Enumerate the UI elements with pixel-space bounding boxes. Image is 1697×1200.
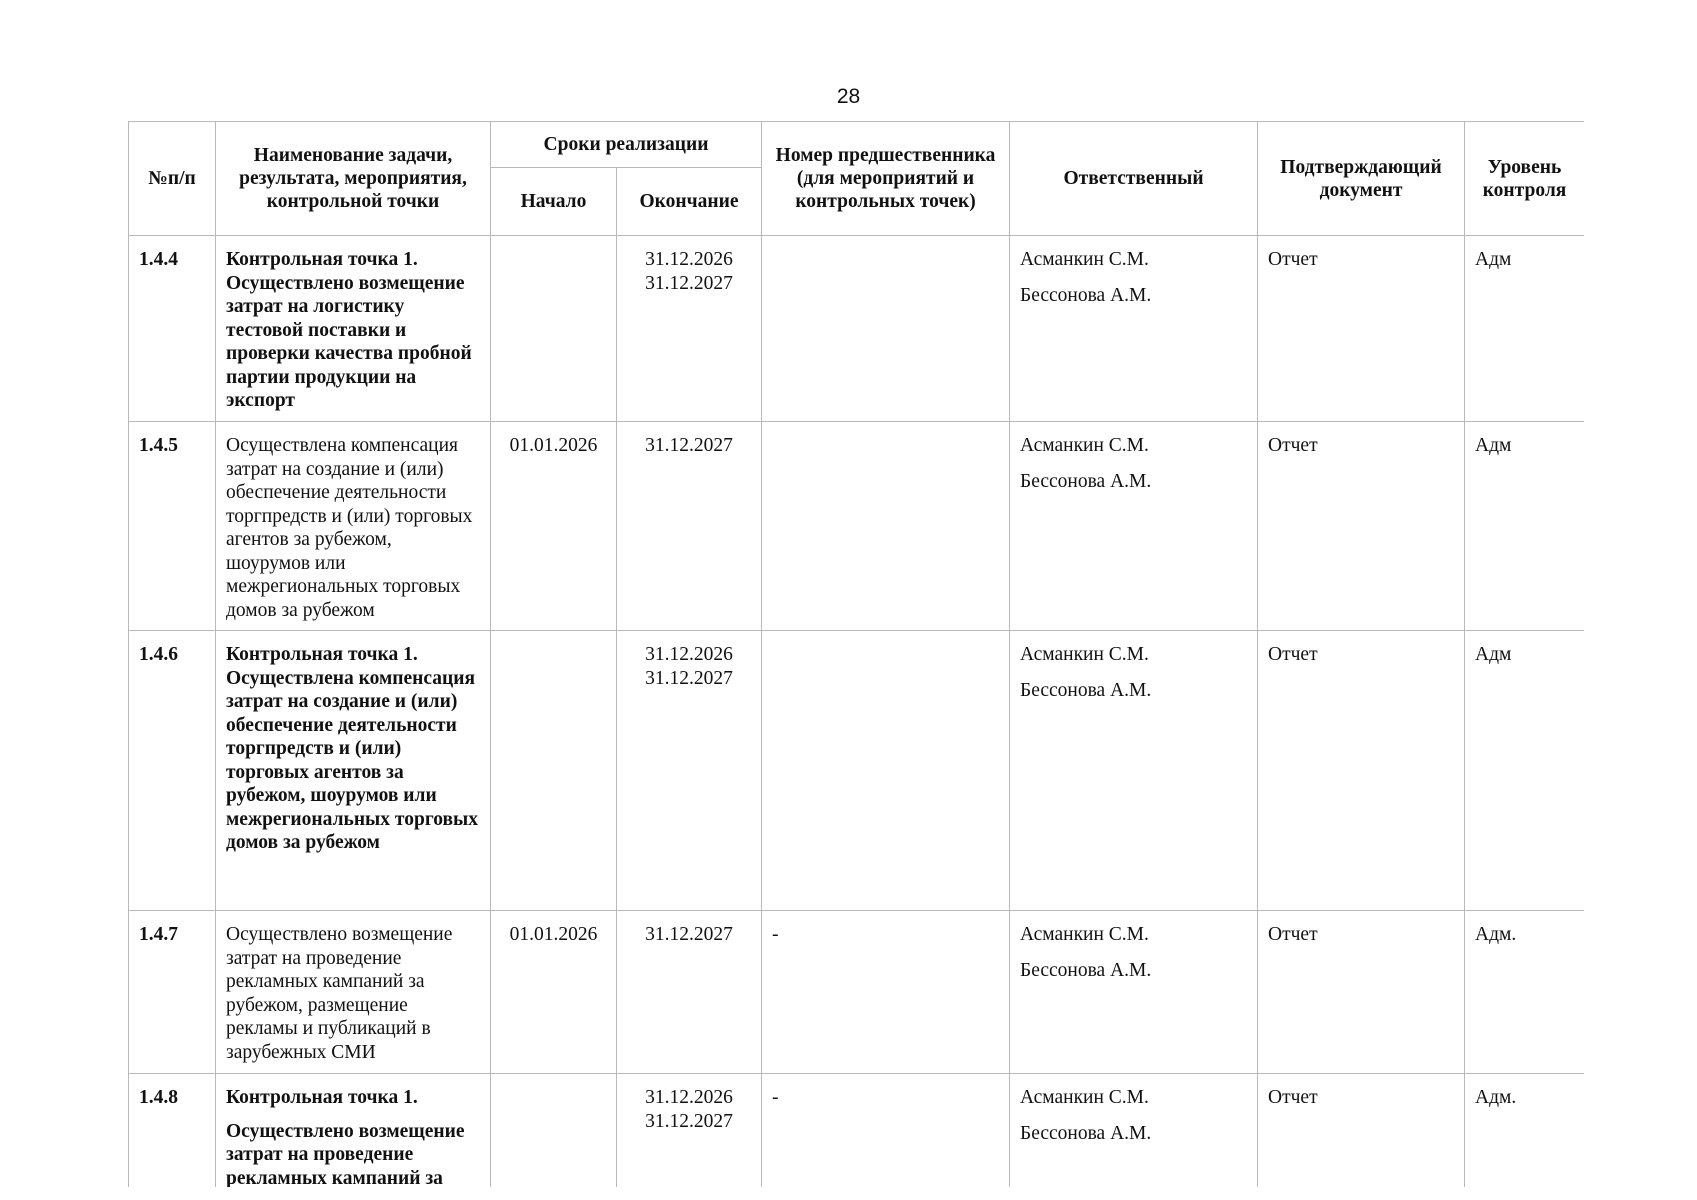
cell-predecessor — [762, 236, 1010, 422]
row-number: 1.4.4 — [139, 249, 178, 270]
cell-responsible — [1010, 631, 1258, 911]
cell-predecessor — [762, 1074, 1010, 1188]
table-row — [129, 631, 1585, 911]
cell-name — [216, 236, 491, 422]
cell-end — [617, 911, 762, 1074]
responsible-person: Бессонова А.М. — [1020, 679, 1152, 701]
cell-predecessor — [762, 422, 1010, 631]
cell-start — [491, 236, 617, 422]
cell-name — [216, 631, 491, 911]
plan-table-container — [128, 121, 1584, 1187]
cell-responsible — [1010, 911, 1258, 1074]
cell-document — [1258, 236, 1465, 422]
start-date: 01.01.2026 — [509, 435, 598, 456]
cell-control — [1465, 236, 1584, 422]
header-responsible: Ответственный — [1010, 122, 1258, 236]
control-level: Адм — [1475, 435, 1512, 456]
header-document: Подтверждающий документ — [1258, 122, 1465, 236]
predecessor-number: - — [772, 924, 779, 945]
table-row — [129, 911, 1585, 1074]
control-level: Адм. — [1475, 924, 1517, 945]
confirming-document: Отчет — [1268, 644, 1318, 665]
cell-control — [1465, 911, 1584, 1074]
responsible-person: Бессонова А.М. — [1020, 284, 1152, 306]
row-number: 1.4.8 — [139, 1087, 178, 1108]
cell-start — [491, 422, 617, 631]
task-name: Контрольная точка 1. Осуществлено возмещение затрат на логистику тестовой поставки и проверки качества пробной партии продукции на экспорт — [226, 249, 472, 411]
cell-end — [617, 1074, 762, 1188]
end-date: 31.12.2026 — [645, 1087, 733, 1108]
row-number: 1.4.5 — [139, 435, 178, 456]
table-row — [129, 236, 1585, 422]
cell-name — [216, 1074, 491, 1188]
cell-end — [617, 236, 762, 422]
table-row — [129, 422, 1585, 631]
cell-control — [1465, 1074, 1584, 1188]
end-date: 31.12.2026 — [645, 644, 733, 665]
end-date: 31.12.2027 — [645, 435, 733, 456]
cell-name — [216, 911, 491, 1074]
cell-responsible — [1010, 1074, 1258, 1188]
cell-start — [491, 631, 617, 911]
page-number: 28 — [836, 85, 861, 108]
cell-control — [1465, 631, 1584, 911]
confirming-document: Отчет — [1268, 249, 1318, 270]
cell-num — [129, 422, 216, 631]
responsible-person: Бессонова А.М. — [1020, 1122, 1152, 1144]
header-terms: Сроки реализации — [491, 122, 762, 168]
control-level: Адм — [1475, 644, 1512, 665]
row-number: 1.4.7 — [139, 924, 178, 945]
end-date: 31.12.2027 — [645, 924, 733, 945]
confirming-document: Отчет — [1268, 1087, 1318, 1108]
predecessor-number: - — [772, 1087, 779, 1108]
header-start: Начало — [491, 168, 617, 236]
cell-start — [491, 911, 617, 1074]
end-date: 31.12.2027 — [645, 272, 733, 294]
cell-document — [1258, 631, 1465, 911]
cell-document — [1258, 1074, 1465, 1188]
header-num: №п/п — [129, 122, 216, 236]
responsible-person: Асманкин С.М. — [1020, 644, 1149, 665]
table-body — [129, 236, 1585, 1188]
task-name: Контрольная точка 1. — [226, 1087, 418, 1108]
table-row — [129, 1074, 1585, 1188]
end-date: 31.12.2026 — [645, 249, 733, 270]
header-name: Наименование задачи, результата, мероприятия, контрольной точки — [216, 122, 491, 236]
cell-num — [129, 236, 216, 422]
control-level: Адм — [1475, 249, 1512, 270]
cell-name — [216, 422, 491, 631]
cell-num — [129, 911, 216, 1074]
responsible-person: Асманкин С.М. — [1020, 924, 1149, 945]
header-control: Уровень контроля — [1465, 122, 1584, 236]
confirming-document: Отчет — [1268, 435, 1318, 456]
plan-table — [128, 121, 1584, 1187]
header-predecessor: Номер предшественника (для мероприятий и контрольных точек) — [762, 122, 1010, 236]
end-date: 31.12.2027 — [645, 1110, 733, 1132]
end-date: 31.12.2027 — [645, 667, 733, 689]
cell-num — [129, 631, 216, 911]
responsible-person: Асманкин С.М. — [1020, 435, 1149, 456]
cell-end — [617, 422, 762, 631]
cell-control — [1465, 422, 1584, 631]
header-end: Окончание — [617, 168, 762, 236]
cell-responsible — [1010, 236, 1258, 422]
cell-predecessor — [762, 631, 1010, 911]
cell-num — [129, 1074, 216, 1188]
task-name: Осуществлено возмещение затрат на проведение рекламных кампаний за рубежом, размещение рекламы и публикаций в зарубежных СМИ — [226, 924, 453, 1063]
control-level: Адм. — [1475, 1087, 1517, 1108]
responsible-person: Бессонова А.М. — [1020, 470, 1152, 492]
cell-predecessor — [762, 911, 1010, 1074]
row-number: 1.4.6 — [139, 644, 178, 665]
cell-document — [1258, 911, 1465, 1074]
cell-responsible — [1010, 422, 1258, 631]
responsible-person: Асманкин С.М. — [1020, 249, 1149, 270]
responsible-person: Асманкин С.М. — [1020, 1087, 1149, 1108]
cell-end — [617, 631, 762, 911]
start-date: 01.01.2026 — [509, 924, 598, 945]
cell-document — [1258, 422, 1465, 631]
task-name: Контрольная точка 1. Осуществлена компенсация затрат на создание и (или) обеспечение деятельности торгпредств и (или) торговых агентов за рубежом, шоурумов или межрегиональных торговых домов за рубежом — [226, 644, 478, 853]
cell-start — [491, 1074, 617, 1188]
task-name: Осуществлено возмещение затрат на проведение рекламных кампаний за — [226, 1120, 465, 1187]
confirming-document: Отчет — [1268, 924, 1318, 945]
table-header — [129, 122, 1585, 236]
task-name: Осуществлена компенсация затрат на создание и (или) обеспечение деятельности торгпредств и (или) торговых агентов за рубежом, шоурумов или межрегиональных торговых домов за рубежом — [226, 435, 473, 621]
responsible-person: Бессонова А.М. — [1020, 959, 1152, 981]
